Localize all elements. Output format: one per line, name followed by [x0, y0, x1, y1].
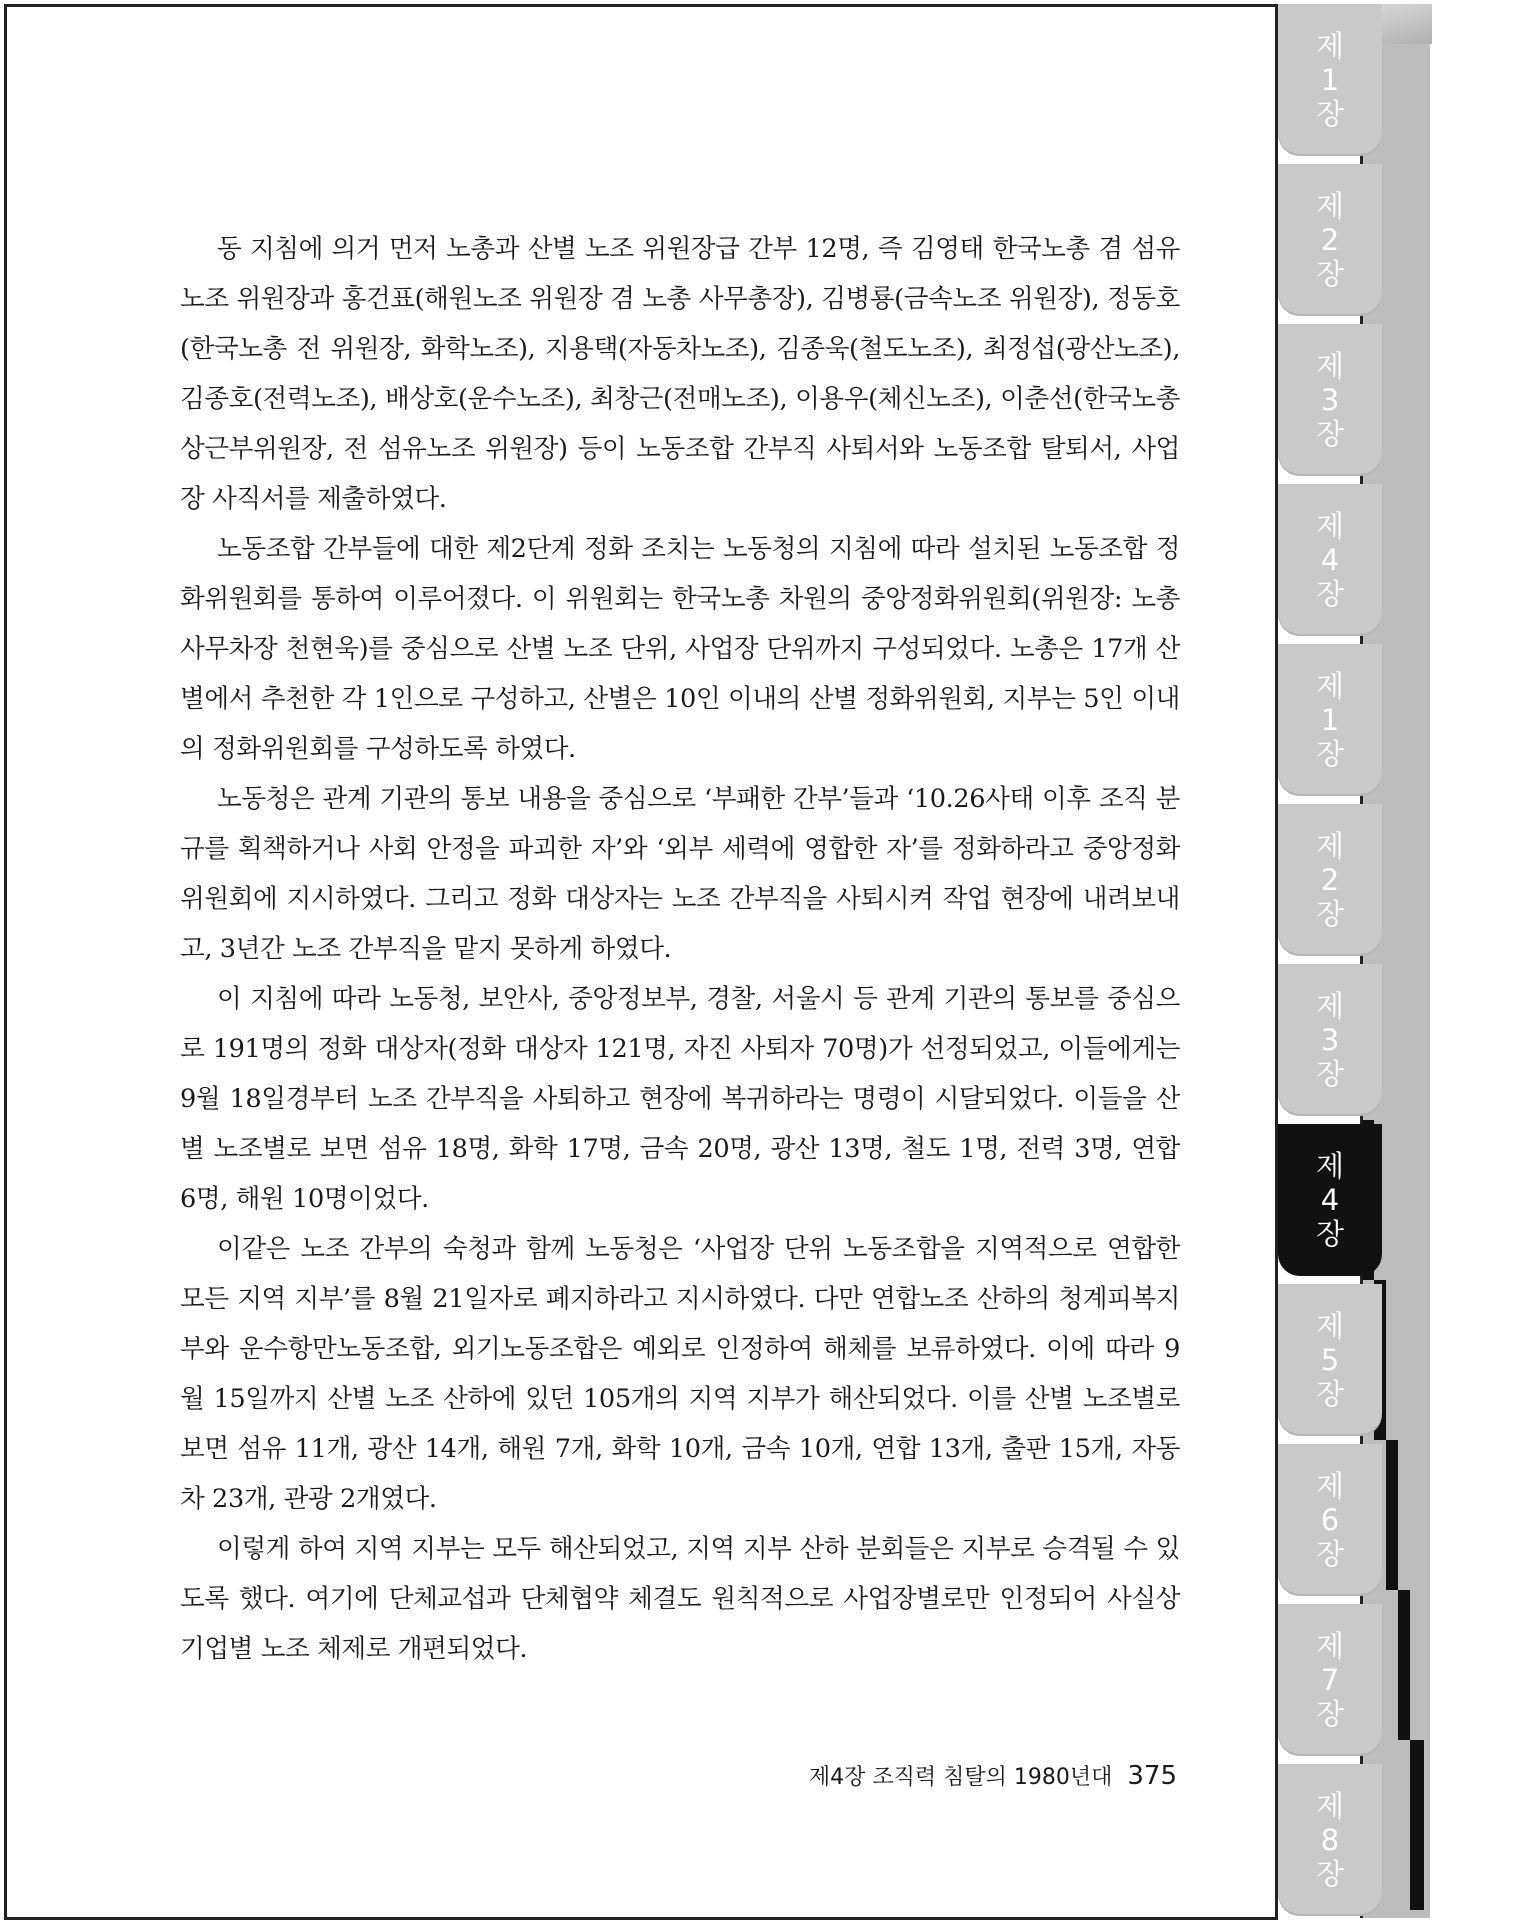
- tab-suffix: 장: [1315, 97, 1344, 131]
- paragraph: 동 지침에 의거 먼저 노총과 산별 노조 위원장급 간부 12명, 즉 김영태 한국노총 겸 섬유노조 위원장과 홍건표(해원노조 위원장 겸 노총 사무총장), 김병룡(금속노조 위원장), 정동호(한국노총 전 위원장, 화학노조), 지용택(자동차노조), 김종욱(철도노조), 최정섭(광산노조), 김종호(전력노조), 배상호(운수노조), 최창근(전매노조), 이용우(체신노조), 이춘선(한국노총 상근부위원장, 전 섬유노조 위원장) 등이 노동조합 간부직 사퇴서와 노동조합 탈퇴서, 사업장 사직서를 제출하였다.: [180, 234, 1180, 514]
- tab-number: 7: [1320, 1663, 1340, 1697]
- edge-strip-8: [1410, 1740, 1424, 1910]
- chapter-tab[interactable]: [1278, 484, 1382, 636]
- tab-prefix: 제: [1315, 349, 1344, 383]
- tab-number: 2: [1320, 223, 1340, 257]
- tab-prefix: 제: [1315, 1309, 1344, 1343]
- edge-strip-7: [1398, 1590, 1410, 1740]
- tab-number: 1: [1320, 63, 1340, 97]
- tab-suffix: 장: [1315, 1697, 1344, 1731]
- tab-prefix: 제: [1315, 189, 1344, 223]
- tab-number: 1: [1320, 703, 1340, 737]
- chapter-tab[interactable]: [1278, 1604, 1382, 1756]
- tab-number: 2: [1320, 863, 1340, 897]
- tab-suffix: 장: [1315, 897, 1344, 931]
- tab-suffix: 장: [1315, 1217, 1344, 1251]
- tab-suffix: 장: [1315, 417, 1344, 451]
- tab-suffix: 장: [1315, 1857, 1344, 1891]
- paragraph: 노동청은 관계 기관의 통보 내용을 중심으로 ‘부패한 간부’들과 ‘10.26사태 이후 조직 분규를 획책하거나 사회 안정을 파괴한 자’와 ‘외부 세력에 영합한 자’를 정화하라고 중앙정화위원회에 지시하였다. 그리고 정화 대상자는 노조 간부직을 사퇴시켜 작업 현장에 내려보내고, 3년간 노조 간부직을 맡지 못하게 하였다.: [180, 784, 1180, 964]
- tab-prefix: 제: [1315, 1469, 1344, 1503]
- tab-number: 6: [1320, 1503, 1340, 1537]
- tab-number: 4: [1320, 1183, 1340, 1217]
- tab-suffix: 장: [1315, 1057, 1344, 1091]
- tab-suffix: 장: [1315, 1377, 1344, 1411]
- tab-suffix: 장: [1315, 1537, 1344, 1571]
- chapter-tab[interactable]: [1278, 164, 1382, 316]
- chapter-tab[interactable]: [1278, 964, 1382, 1116]
- tab-prefix: 제: [1315, 989, 1344, 1023]
- paragraph: 이렇게 하여 지역 지부는 모두 해산되었고, 지역 지부 산하 분회들은 지부로 승격될 수 있도록 했다. 여기에 단체교섭과 단체협약 체결도 원칙적으로 사업장별로만 인정되어 사실상 기업별 노조 체제로 개편되었다.: [180, 1534, 1180, 1664]
- tab-prefix: 제: [1315, 1629, 1344, 1663]
- body-text: [180, 224, 1180, 1674]
- tab-number: 8: [1320, 1823, 1340, 1857]
- paragraph: 이 지침에 따라 노동청, 보안사, 중앙정보부, 경찰, 서울시 등 관계 기관의 통보를 중심으로 191명의 정화 대상자(정화 대상자 121명, 자진 사퇴자 70명)가 선정되었고, 이들에게는 9월 18일경부터 노조 간부직을 사퇴하고 현장에 복귀하라는 명령이 시달되었다. 이들을 산별 노조별로 보면 섬유 18명, 화학 17명, 금속 20명, 광산 13명, 철도 1명, 전력 3명, 연합 6명, 해원 10명이었다.: [180, 984, 1180, 1214]
- tab-suffix: 장: [1315, 737, 1344, 771]
- tab-suffix: 장: [1315, 577, 1344, 611]
- tab-prefix: 제: [1315, 829, 1344, 863]
- tab-prefix: 제: [1315, 1789, 1344, 1823]
- tab-prefix: 제: [1315, 509, 1344, 543]
- paragraph: 이같은 노조 간부의 숙청과 함께 노동청은 ‘사업장 단위 노동조합을 지역적으로 연합한 모든 지역 지부’를 8월 21일자로 폐지하라고 지시하였다. 다만 연합노조 산하의 청계피복지부와 운수항만노동조합, 외기노동조합은 예외로 인정하여 해체를 보류하였다. 이에 따라 9월 15일까지 산별 노조 산하에 있던 105개의 지역 지부가 해산되었다. 이를 산별 노조별로 보면 섬유 11개, 광산 14개, 해원 7개, 화학 10개, 금속 10개, 연합 13개, 출판 15개, 자동차 23개, 관광 2개였다.: [180, 1234, 1180, 1514]
- running-title: 제4장 조직력 침탈의 1980년대: [808, 1765, 1113, 1790]
- chapter-tab[interactable]: [1278, 1284, 1382, 1436]
- edge-strip-6: [1386, 1440, 1398, 1590]
- chapter-tab[interactable]: [1278, 804, 1382, 956]
- tab-number: 3: [1320, 383, 1340, 417]
- chapter-tab[interactable]: [1278, 324, 1382, 476]
- page-number: 375: [1127, 1761, 1177, 1791]
- tab-prefix: 제: [1315, 29, 1344, 63]
- chapter-tab[interactable]: [1278, 1444, 1382, 1596]
- tab-suffix: 장: [1315, 257, 1344, 291]
- tab-number: 4: [1320, 543, 1340, 577]
- paragraph: 노동조합 간부들에 대한 제2단계 정화 조치는 노동청의 지침에 따라 설치된 노동조합 정화위원회를 통하여 이루어졌다. 이 위원회는 한국노총 차원의 중앙정화위원회(위원장: 노총 사무차장 천현욱)를 중심으로 산별 노조 단위, 사업장 단위까지 구성되었다. 노총은 17개 산별에서 추천한 각 1인으로 구성하고, 산별은 10인 이내의 산별 정화위원회, 지부는 5인 이내의 정화위원회를 구성하도록 하였다.: [180, 534, 1180, 764]
- tab-number: 5: [1320, 1343, 1340, 1377]
- chapter-tab[interactable]: [1278, 4, 1382, 156]
- page-footer: [809, 1760, 1177, 1791]
- tab-number: 3: [1320, 1023, 1340, 1057]
- tab-prefix: 제: [1315, 669, 1344, 703]
- chapter-tabs: [1278, 4, 1382, 1920]
- chapter-tab[interactable]: [1278, 644, 1382, 796]
- chapter-tab[interactable]: [1278, 1764, 1382, 1916]
- chapter-tab-active[interactable]: [1278, 1124, 1382, 1276]
- tab-prefix: 제: [1315, 1149, 1344, 1183]
